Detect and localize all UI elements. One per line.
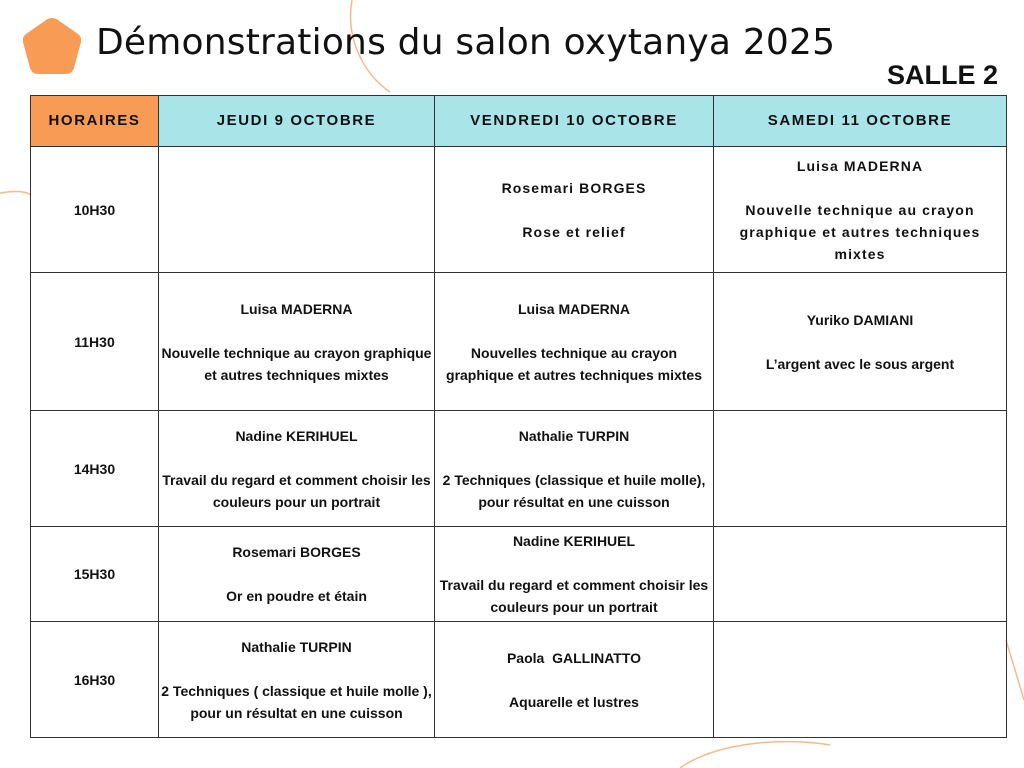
demo-cell (435, 147, 714, 273)
demo-cell (714, 147, 1007, 273)
column-header-saturday: SAMEDI 11 OCTOBRE (714, 96, 1007, 147)
demo-cell (435, 527, 714, 622)
column-header-thursday: JEUDI 9 OCTOBRE (159, 96, 435, 147)
demo-topic: Aquarelle et lustres (509, 693, 639, 710)
room-label: SALLE 2 (886, 60, 998, 90)
demo-topic: Nouvelles technique au crayon graphique et autres techniques mixtes (446, 344, 702, 383)
demo-cell (714, 622, 1007, 738)
column-header-friday: VENDREDI 10 OCTOBRE (435, 96, 714, 147)
demo-cell (159, 527, 435, 622)
demo-topic: Rose et relief (522, 223, 626, 240)
presenter-name: Nadine KERIHUEL (512, 533, 636, 549)
demo-cell (435, 411, 714, 527)
time-cell: 11H30 (31, 273, 159, 411)
time-cell: 14H30 (31, 411, 159, 527)
presenter-name: Nathalie TURPIN (518, 427, 630, 444)
time-cell: 15H30 (31, 527, 159, 622)
demo-cell (714, 273, 1007, 411)
demo-cell (159, 411, 435, 527)
demo-topic: 2 Techniques ( classique et huile molle ), pour un résultat en une cuisson (161, 682, 432, 721)
presenter-name: Luisa MADERNA (240, 300, 353, 317)
demo-topic: Nouvelle technique au crayon graphique et autres techniques mixtes (739, 201, 981, 262)
demo-cell (159, 622, 435, 738)
demo-cell (435, 622, 714, 738)
demo-topic: Travail du regard et comment choisir les couleurs pour un portrait (439, 577, 709, 615)
column-header-hours: HORAIRES (31, 96, 159, 147)
demo-topic: 2 Techniques (classique et huile molle), pour résultat en une cuisson (442, 471, 706, 510)
presenter-name: Luisa MADERNA (796, 157, 924, 174)
orange-pentagon-icon (20, 16, 84, 78)
demo-topic: Travail du regard et comment choisir les couleurs pour un portrait (162, 471, 431, 510)
demo-cell (714, 527, 1007, 622)
time-cell: 10H30 (31, 147, 159, 273)
presenter-name: Nathalie TURPIN (241, 638, 352, 655)
demo-cell (714, 411, 1007, 527)
presenter-name: Paola GALLINATTO (506, 649, 642, 666)
presenter-name: Nadine KERIHUEL (235, 427, 358, 444)
schedule-table (30, 95, 1007, 738)
presenter-name: Rosemari BORGES (232, 544, 361, 560)
presenter-name: Yuriko DAMIANI (806, 311, 914, 328)
page-title: Démonstrations du salon oxytanya 2025 (96, 22, 836, 63)
time-cell: 16H30 (31, 622, 159, 738)
table-row (31, 527, 1007, 622)
demo-topic: Or en poudre et étain (226, 588, 367, 604)
demo-cell (159, 147, 435, 273)
demo-cell (435, 273, 714, 411)
table-header-row (31, 96, 1007, 147)
table-row (31, 147, 1007, 273)
table-row (31, 273, 1007, 411)
presenter-name: Luisa MADERNA (517, 300, 630, 317)
table-row (31, 411, 1007, 527)
demo-topic: Nouvelle technique au crayon graphique et autres techniques mixtes (161, 344, 432, 383)
demo-topic: L’argent avec le sous argent (765, 355, 955, 372)
table-row (31, 622, 1007, 738)
presenter-name: Rosemari BORGES (501, 179, 647, 196)
demo-cell (159, 273, 435, 411)
